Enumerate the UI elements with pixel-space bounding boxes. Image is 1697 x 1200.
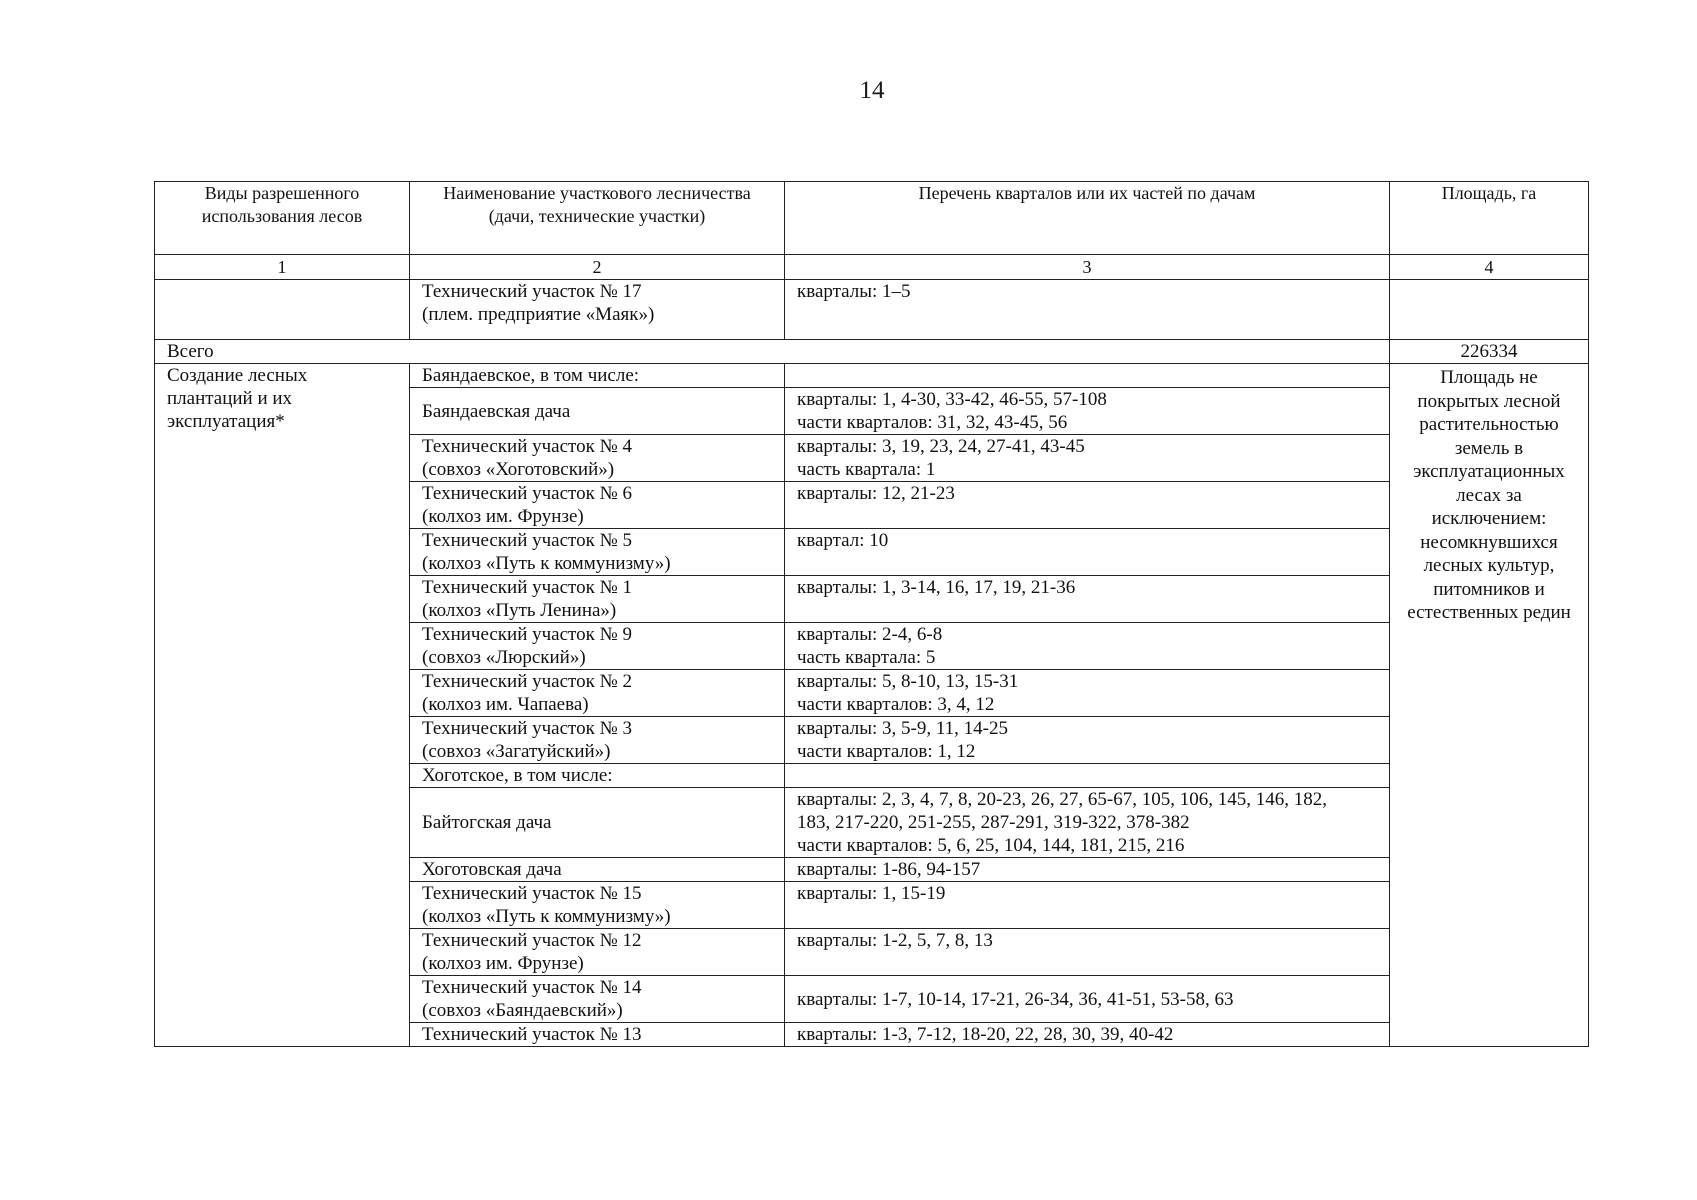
quarters-cell: кварталы: 1-86, 94-157 [785, 858, 1390, 882]
forestry-name-line: (плем. предприятие «Маяк») [422, 304, 655, 325]
quarters-cell [785, 435, 1390, 482]
usage-type-cell: Создание лесных плантаций и их эксплуатация* [155, 364, 410, 1047]
table-row [155, 364, 1589, 388]
usage-type-cell [155, 280, 410, 340]
quarters-cell [785, 670, 1390, 717]
quarters-cell [785, 929, 1390, 976]
forestry-name-cell [410, 670, 785, 717]
total-label: Всего [155, 340, 1390, 364]
quarters-line: часть квартала: 1 [797, 459, 936, 480]
quarters-cell [785, 788, 1390, 858]
forestry-name-line: Технический участок № 2 [422, 671, 632, 692]
forestry-name-cell: Технический участок № 13 [410, 1023, 785, 1047]
column-number: 1 [155, 255, 410, 280]
area-note: Площадь не покрытых лесной растительностью земель в эксплуатационных лесах за исключением: несомкнувшихся лесных культур, питомников и естественных редин [1390, 364, 1589, 1047]
quarters-line: части кварталов: 1, 12 [797, 741, 976, 762]
forestry-name-cell [410, 976, 785, 1023]
quarters-cell [785, 482, 1390, 529]
quarters-line: части кварталов: 31, 32, 43-45, 56 [797, 412, 1068, 433]
forestry-name-line: Технический участок № 5 [422, 530, 632, 551]
quarters-line: кварталы: 3, 5-9, 11, 14-25 [797, 718, 1008, 739]
quarters-line: кварталы: 2-4, 6-8 [797, 624, 943, 645]
quarters-line: кварталы: 1, 15-19 [797, 883, 946, 904]
header-quarters-list: Перечень кварталов или их частей по дачам [785, 182, 1390, 255]
forestry-name-line: Технический участок № 15 [422, 883, 642, 904]
quarters-line: части кварталов: 5, 6, 25, 104, 144, 181, 215, 216 [797, 835, 1185, 856]
forestry-name-cell [410, 482, 785, 529]
page-number: 14 [859, 77, 885, 104]
forestry-name-line: Технический участок № 17 [422, 281, 642, 302]
quarters-cell [785, 576, 1390, 623]
forestry-name-cell [410, 623, 785, 670]
column-number: 3 [785, 255, 1390, 280]
column-number-row [155, 255, 1589, 280]
forestry-name-cell: Хоготское, в том числе: [410, 764, 785, 788]
header-area: Площадь, га [1390, 182, 1589, 255]
forestry-name-line: (совхоз «Хоготовский») [422, 459, 615, 480]
forestry-name-line: (колхоз «Путь Ленина») [422, 600, 617, 621]
forestry-name-line: (колхоз «Путь к коммунизму») [422, 906, 671, 927]
quarters-line: кварталы: 5, 8-10, 13, 15-31 [797, 671, 1019, 692]
quarters-line: кварталы: 1, 4-30, 33-42, 46-55, 57-108 [797, 389, 1107, 410]
quarters-cell: кварталы: 1-3, 7-12, 18-20, 22, 28, 30, 39, 40-42 [785, 1023, 1390, 1047]
quarters-cell [785, 882, 1390, 929]
quarters-line: кварталы: 2, 3, 4, 7, 8, 20-23, 26, 27, 65-67, 105, 106, 145, 146, 182, [797, 789, 1327, 810]
column-number: 2 [410, 255, 785, 280]
forestry-name-cell [410, 929, 785, 976]
forestry-name-line: Технический участок № 1 [422, 577, 632, 598]
forestry-name-cell [410, 576, 785, 623]
quarters-cell [785, 764, 1390, 788]
quarters-line: часть квартала: 5 [797, 647, 936, 668]
total-row [155, 340, 1589, 364]
quarters-line: кварталы: 12, 21-23 [797, 483, 955, 504]
forestry-name-cell: Хоготовская дача [410, 858, 785, 882]
quarters-cell [785, 529, 1390, 576]
forestry-name-cell: Баяндаевская дача [410, 388, 785, 435]
quarters-cell [785, 717, 1390, 764]
forestry-name-line: (совхоз «Загатуйский») [422, 741, 611, 762]
forest-use-table [154, 181, 1589, 1047]
forestry-name-cell: Баяндаевское, в том числе: [410, 364, 785, 388]
quarters-line: кварталы: 1, 3-14, 16, 17, 19, 21-36 [797, 577, 1076, 598]
area-cell [1390, 280, 1589, 340]
quarters-cell [785, 388, 1390, 435]
forestry-name-line: (колхоз им. Фрунзе) [422, 953, 584, 974]
table-row [155, 280, 1589, 340]
forestry-name-line: (совхоз «Люрский») [422, 647, 586, 668]
quarters-line: 183, 217-220, 251-255, 287-291, 319-322, 378-382 [797, 812, 1190, 833]
forestry-name-cell: Байтогская дача [410, 788, 785, 858]
forestry-name-cell [410, 435, 785, 482]
forestry-name-line: Технический участок № 3 [422, 718, 632, 739]
quarters-line: части кварталов: 3, 4, 12 [797, 694, 995, 715]
forestry-name-line: (колхоз «Путь к коммунизму») [422, 553, 671, 574]
quarters-line: кварталы: 1-7, 10-14, 17-21, 26-34, 36, 41-51, 53-58, 63 [797, 988, 1234, 1010]
header-forestry-name: Наименование участкового лесничества (дачи, технические участки) [410, 182, 785, 255]
quarters-line: квартал: 10 [797, 530, 889, 551]
forestry-name-line: (совхоз «Баяндаевский») [422, 1000, 623, 1021]
forestry-name-line: Технический участок № 9 [422, 624, 632, 645]
forestry-name-line: Технический участок № 14 [422, 977, 642, 998]
forestry-name-line: Технический участок № 4 [422, 436, 632, 457]
forestry-name-line: (колхоз им. Фрунзе) [422, 506, 584, 527]
forestry-name-cell [410, 717, 785, 764]
forestry-name-cell [410, 280, 785, 340]
quarters-line: кварталы: 1-2, 5, 7, 8, 13 [797, 930, 993, 951]
forestry-name-line: Технический участок № 6 [422, 483, 632, 504]
quarters-cell [785, 623, 1390, 670]
forestry-name-cell [410, 529, 785, 576]
forestry-name-cell [410, 882, 785, 929]
forestry-name-line: Технический участок № 12 [422, 930, 642, 951]
quarters-line: кварталы: 3, 19, 23, 24, 27-41, 43-45 [797, 436, 1085, 457]
quarters-cell [785, 364, 1390, 388]
quarters-cell [785, 976, 1390, 1023]
total-value: 226334 [1390, 340, 1589, 364]
column-number: 4 [1390, 255, 1589, 280]
header-row [155, 182, 1589, 255]
forestry-name-line: (колхоз им. Чапаева) [422, 694, 589, 715]
header-usage-type: Виды разрешенного использования лесов [155, 182, 410, 255]
quarters-cell [785, 280, 1390, 340]
quarters-line: кварталы: 1–5 [797, 281, 911, 302]
